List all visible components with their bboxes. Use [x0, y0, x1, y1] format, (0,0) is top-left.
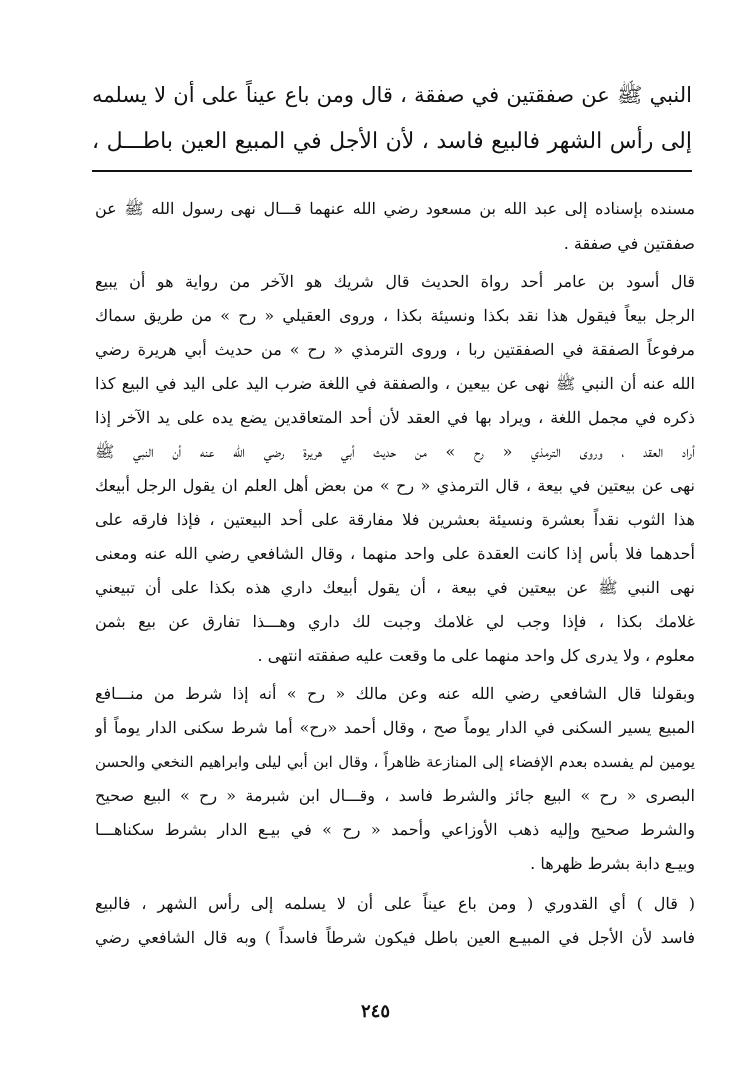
commentary-line: ( قال ) أي القدوري ( ومن باع عيناً على أن لا يسلمه إلى رأس الشهر ، فالبيع — [95, 894, 695, 913]
page-number: ٢٤٥ — [360, 1001, 390, 1022]
commentary-line: صفقتين في صفقة . — [563, 234, 695, 253]
separator-rule — [92, 170, 692, 172]
commentary-line: نهى عن بيعتين في بيعة ، قال الترمذي « رح » من بعض أهل العلم ان يقول الرجل أبيعك — [95, 476, 695, 495]
commentary-line: المبيع يسير السكنى في الدار يوماً صح ، وقال أحمد «رح» أما شرط سكنى الدار يوماً أو — [95, 718, 695, 737]
commentary-line: وبقولنا قال الشافعي رضي الله عنه وعن مالك « رح » أنه إذا شرط من منـــافع — [95, 684, 695, 703]
commentary-line: فاسد لأن الأجل في المبيـع العين باطل فيكون شرطاً فاسداً ) وبه قال الشافعي رضي — [95, 928, 695, 947]
commentary-line: الله عنه أن النبي ﷺ نهى عن بيعين ، والصفقة في اللغة ضرب اليد على اليد في البيع كذا — [95, 374, 695, 393]
commentary-line: وبيـع دابة بشرط ظهرها . — [530, 854, 695, 873]
commentary-line: أراد العقد ، وروى الترمذي « رح » من حديث أبي هريرة رضي الله عنه أن النبي ﷺ — [95, 442, 695, 461]
commentary-line: ذكره في مجمل اللغة ، ويراد بها في العقد لأن أحد المتعاقدين يضع يده على يد الآخر إذا — [95, 408, 695, 427]
commentary-line: أحدهما فلا بأس إذا كانت العقدة على واحد منهما ، وقال الشافعي رضي الله عنه ومعنى — [95, 544, 695, 563]
commentary-line: مرفوعاً الصفقة في الصفقتين ربا ، وروى الترمذي « رح » من حديث أبي هريرة رضي — [95, 340, 695, 359]
commentary-line: مسنده بإسناده إلى عبد الله بن مسعود رضي الله عنهما قـــال نهى رسول الله ﷺ عن — [95, 199, 695, 218]
commentary-line: نهى النبي ﷺ عن بيعتين في بيعة ، أن يقول أبيعك داري هذه بكذا على أن تبيعني — [95, 578, 695, 597]
commentary-line: الرجل بيعاً فيقول هذا نقد بكذا ونسيئة بكذا ، وروى العقيلي « رح » من طريق سماك — [95, 306, 695, 325]
commentary-line: والشرط صحيح وإليه ذهب الأوزاعي وأحمد « رح » في بيـع الدار بشرط سكناهـــا — [95, 820, 695, 839]
commentary-line: يومين لم يفسده بعدم الإفضاء إلى المنازعة ظاهراً ، وقال ابن أبي ليلى وابراهيم النخعي والحسن — [95, 753, 695, 771]
commentary-line: معلوم ، ولا يدرى كل واحد منهما على ما وقعت عليه صفقته انتهى . — [257, 646, 695, 665]
commentary-line: غلامك بكذا ، فإذا وجب لي غلامك وجبت لك داري وهـــذا تفارق عن بيع بثمن — [95, 612, 695, 631]
commentary-line: قال أسود بن عامر أحد رواة الحديث قال شريك هو الآخر من رواية هو أن يبيع — [95, 272, 695, 291]
matn-line-2: إلى رأس الشهر فالبيع فاسد ، لأن الأجل في المبيع العين باطـــل ، — [92, 129, 692, 154]
commentary-line: البصرى « رح » البيع جائز والشرط فاسد ، وقـــال ابن شبرمة « رح » البيع صحيح — [95, 786, 695, 805]
matn-line-1: النبي ﷺ عن صفقتين في صفقة ، قال ومن باع عيناً على أن لا يسلمه — [92, 83, 692, 107]
commentary-line: هذا الثوب نقداً بعشرة ونسيئة بعشرين فلا مفارقة على أحد البيعتين ، فإذا فارقه على — [95, 510, 695, 529]
